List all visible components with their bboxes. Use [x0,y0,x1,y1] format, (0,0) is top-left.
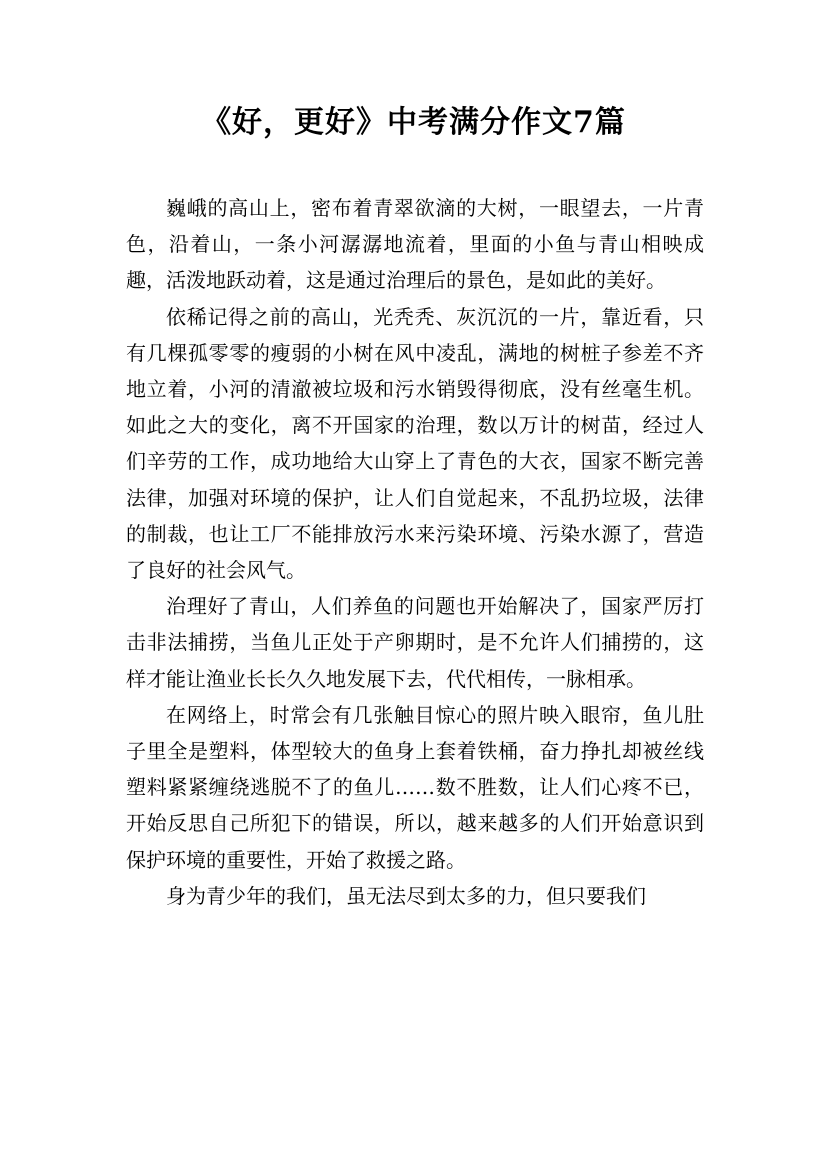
paragraph: 身为青少年的我们，虽无法尽到太多的力，但只要我们 [166,883,646,908]
paragraph: 巍峨的高山上，密布着青翠欲滴的大树，一眼望去，一片青色，沿着山，一条小河潺潺地流着，里面的小鱼与青山相映成趣，活泼地跃动着，这是通过治理后的景色，是如此的美好。 [126,196,704,293]
document-body [126,190,704,914]
paragraph: 依稀记得之前的高山，光秃秃、灰沉沉的一片，靠近看，只有几棵孤零零的瘦弱的小树在风中凌乱，满地的树桩子参差不齐地立着，小河的清澈被垃圾和污水销毁得彻底，没有丝毫生机。如此之大的变化，离不开国家的治理，数以万计的树苗，经过人们辛劳的工作，成功地给大山穿上了青色的大衣，国家不断完善法律，加强对环境的保护，让人们自觉起来，不乱扔垃圾，法律的制裁，也让工厂不能排放污水来污染环境、污染水源了，营造了良好的社会风气。 [126,304,704,583]
document-title: 《好，更好》中考满分作文7篇 [201,105,626,140]
paragraph: 在网络上，时常会有几张触目惊心的照片映入眼帘，鱼儿肚子里全是塑料，体型较大的鱼身上套着铁桶，奋力挣扎却被丝线塑料紧紧缠绕逃脱不了的鱼儿……数不胜数，让人们心疼不已，开始反思自己所犯下的错误，所以，越来越多的人们开始意识到保护环境的重要性，开始了救援之路。 [126,702,704,872]
paragraph: 治理好了青山，人们养鱼的问题也开始解决了，国家严厉打击非法捕捞，当鱼儿正处于产卵期时，是不允许人们捕捞的，这样才能让渔业长长久久地发展下去，代代相传，一脉相承。 [126,594,704,691]
